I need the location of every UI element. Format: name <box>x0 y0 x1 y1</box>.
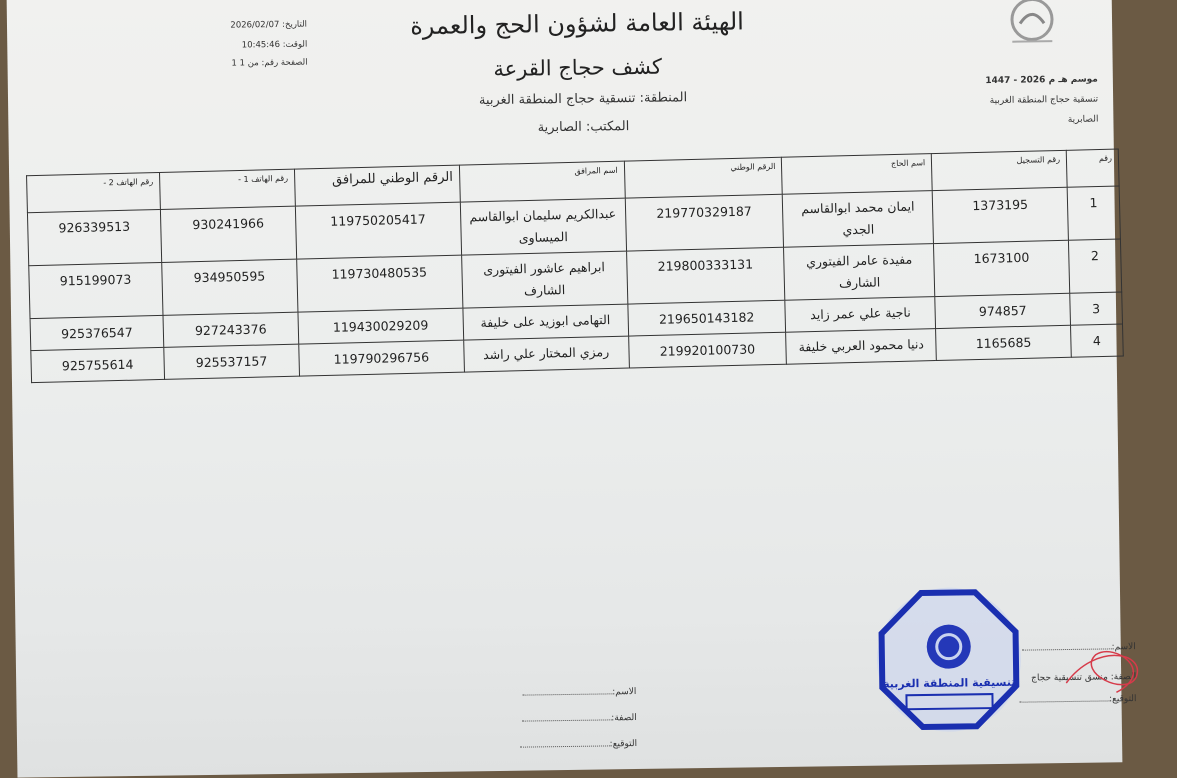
phone-2: 925376547 <box>30 315 164 350</box>
national-id: 219770329187 <box>625 194 784 251</box>
signature-label: التوقيع: <box>609 739 638 750</box>
pilgrim-name: ايمان محمد ابوالقاسم الجدي <box>783 191 934 248</box>
companion-name: رمزي المختار علي راشد <box>463 336 629 372</box>
column-header: رقم الهاتف 2 - <box>27 172 161 212</box>
registration-number: 1673100 <box>934 240 1070 296</box>
phone-1: 925537157 <box>164 344 300 379</box>
registration-number: 974857 <box>935 293 1071 328</box>
column-header: اسم المرافق <box>459 161 625 202</box>
page-title: الهيئة العامة لشؤون الحج والعمرة <box>410 7 745 41</box>
pilgrim-name: دنيا محمود العربي خليفة <box>786 329 937 365</box>
column-header: اسم الحاج <box>782 154 933 195</box>
phone-1: 934950595 <box>162 259 298 315</box>
column-header: رقم <box>1066 149 1119 187</box>
svg-text:تنسيقية المنطقة الغربية: تنسيقية المنطقة الغربية <box>883 675 1016 691</box>
name-label: الاسم: <box>1111 642 1136 653</box>
companion-name: عبدالكريم سليمان ابوالقاسم الميساوى <box>460 198 626 255</box>
column-header: الرقم الوطني للمرافق <box>294 165 460 206</box>
phone-1: 927243376 <box>163 312 299 347</box>
companion-name: التهامى ابوزيد على خليفة <box>463 304 629 340</box>
companion-national-id: 119430029209 <box>298 308 464 344</box>
print-time: الوقت: 10:45:46 <box>241 39 308 51</box>
column-header: رقم الهاتف 1 - <box>159 169 295 209</box>
coordination-label: تنسقية حجاج المنطقة الغربية <box>989 94 1099 107</box>
national-id: 219800333131 <box>626 247 785 304</box>
left-title-field <box>517 713 637 725</box>
column-header: الرقم الوطني <box>624 157 783 198</box>
national-id: 219920100730 <box>628 332 787 368</box>
region-label: المنطقة: تنسقية حجاج المنطقة الغربية <box>478 90 688 109</box>
name-label: الاسم: <box>612 687 637 698</box>
season-label: موسم هـ م 2026 - 1447 <box>985 74 1098 87</box>
phone-2: 926339513 <box>27 209 161 265</box>
left-signature-field <box>517 739 637 751</box>
row-number: 4 <box>1071 324 1124 357</box>
national-id: 219650143182 <box>627 300 786 336</box>
column-header: رقم التسجيل <box>931 150 1067 190</box>
print-date: التاريخ: 2026/02/07 <box>230 19 308 31</box>
official-stamp-icon <box>873 584 1025 736</box>
title-label: الصفة: <box>611 713 637 724</box>
office-short-label: الصابرية <box>1067 114 1099 125</box>
phone-2: 925755614 <box>31 347 165 382</box>
pilgrim-name: ناجية علي عمر زايد <box>785 297 936 333</box>
phone-2: 915199073 <box>29 262 163 318</box>
pilgrim-name: مفيدة عامر الفيتوري الشارف <box>784 244 935 301</box>
handwritten-signature-icon <box>1056 641 1177 703</box>
left-name-field <box>516 687 636 699</box>
row-number: 1 <box>1067 186 1120 240</box>
organization-logo-icon <box>1002 0 1063 49</box>
row-number: 3 <box>1070 292 1123 325</box>
phone-1: 930241966 <box>160 206 296 262</box>
companion-national-id: 119790296756 <box>299 340 465 376</box>
page-number: الصفحة رقم: من 1 1 <box>231 57 308 69</box>
title-label: الصفة: منسق تنسيقية حجاج <box>1031 672 1137 684</box>
registration-number: 1373195 <box>932 187 1068 243</box>
office-label: المكتب: الصابرية <box>537 119 630 136</box>
companion-national-id: 119750205417 <box>295 202 461 259</box>
row-number: 2 <box>1068 239 1121 293</box>
companion-national-id: 119730480535 <box>297 255 463 312</box>
companion-name: ابراهيم عاشور الفيتورى الشارف <box>461 251 627 308</box>
document-page <box>7 0 1137 778</box>
registration-number: 1165685 <box>936 325 1072 360</box>
page-subtitle: كشف حجاج القرعة <box>493 54 663 81</box>
pilgrims-table <box>26 149 1124 384</box>
signature-label: التوقيع: <box>1108 694 1137 705</box>
